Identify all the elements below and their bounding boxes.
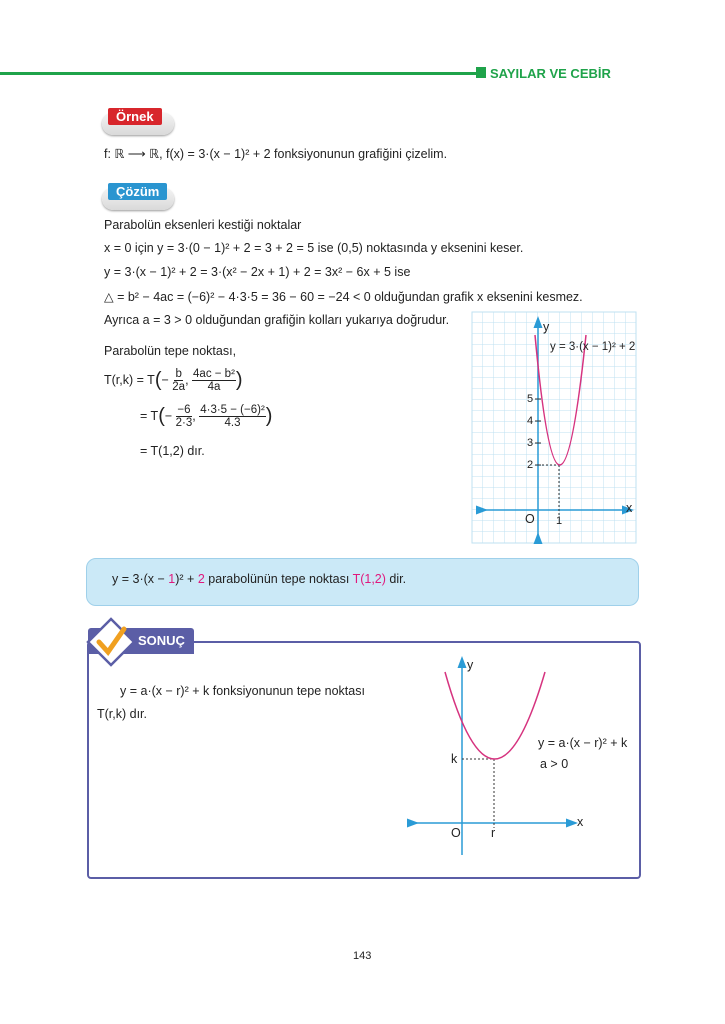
note-text: parabolünün tepe noktası — [204, 572, 353, 586]
note-text: y = 3·(x − — [112, 572, 169, 586]
page-number: 143 — [353, 950, 372, 962]
x-label-2: x — [577, 815, 584, 829]
origin-label-2: O — [451, 826, 461, 840]
vertex-formula-step2: = T(− $\frac{-6}{2\cdot 3}$ , $\frac{\text{4·3·5 − (−6)²}}{4.3}$ ) — [140, 404, 273, 429]
condition: a > 0 — [540, 757, 569, 771]
numerator: 4ac − b² — [193, 368, 235, 380]
denominator: 2·3 — [175, 417, 193, 429]
eq: = T — [140, 408, 159, 423]
conclusion-line: T(r,k) dır. — [97, 707, 147, 721]
r-label: r — [491, 826, 496, 840]
solution-line: Parabolün eksenleri kestiği noktalar — [104, 218, 302, 232]
conclusion-line: y = a·(x − r)² + k fonksiyonunun tepe noktası — [120, 684, 365, 698]
vertex-note-box — [86, 558, 639, 606]
minus: − — [161, 372, 169, 387]
note-vertex: T(1,2) — [352, 572, 386, 586]
example-tag-label: Örnek — [108, 108, 162, 125]
y-label-2: y — [467, 658, 474, 672]
x-tick: 1 — [556, 515, 563, 527]
vertex-lhs: T(r,k) = T — [104, 372, 155, 387]
y-tick: 5 — [527, 393, 534, 405]
numerator: 4·3·5 − (−6)² — [200, 404, 265, 416]
solution-line: △ = b² − 4ac = (−6)² − 4·3·5 = 36 − 60 = −24 < 0 olduğundan grafik x eksenini kesmez. — [104, 290, 583, 304]
vertex-result: = T(1,2) dır. — [140, 444, 205, 458]
minus: − — [164, 408, 173, 423]
note-text: dir. — [385, 572, 407, 586]
solution-tag-label: Çözüm — [108, 183, 167, 200]
y-tick: 3 — [527, 437, 534, 449]
solution-line: Ayrıca a = 3 > 0 olduğundan grafiğin kolları yukarıya doğrudur. — [104, 313, 450, 327]
numerator: −6 — [177, 404, 191, 416]
graph1-equation: y = 3·(x − 1)² + 2 — [550, 341, 636, 353]
denominator: 4a — [207, 381, 221, 393]
solution-line: y = 3·(x − 1)² + 2 = 3·(x² − 2x + 1) + 2 = 3x² − 6x + 5 ise — [104, 265, 411, 279]
origin-label: O — [525, 512, 535, 526]
note-k: 2 — [197, 572, 205, 586]
note-h: 1 — [168, 572, 176, 586]
example-statement: f: ℝ ⟶ ℝ, f(x) = 3·(x − 1)² + 2 fonksiyonunun grafiğini çizelim. — [104, 147, 448, 161]
solution-line: x = 0 için y = 3·(0 − 1)² + 2 = 3 + 2 = 5 ise (0,5) noktasında y eksenini keser. — [104, 241, 524, 255]
general-equation: y = a·(x − r)² + k — [538, 736, 628, 750]
conclusion-tag: SONUÇ — [138, 633, 185, 648]
denominator: 4.3 — [224, 417, 241, 429]
denominator: 2a — [172, 381, 186, 393]
k-label: k — [451, 752, 458, 766]
y-tick: 4 — [527, 415, 534, 427]
vertex-formula: T(r,k) = T(− $\frac{b}{2a}$ , $\frac{\text{4ac − b²}}{4a}$ ) — [104, 368, 243, 393]
solution-line: Parabolün tepe noktası, — [104, 344, 237, 358]
checkmark-icon — [86, 617, 136, 667]
x-label: x — [626, 501, 633, 515]
y-label: y — [543, 320, 550, 334]
vertex-note — [112, 572, 406, 586]
numerator: b — [175, 368, 182, 380]
section-title: SAYILAR VE CEBİR — [490, 66, 611, 81]
y-tick: 2 — [527, 459, 534, 471]
note-text: )² + — [175, 572, 198, 586]
